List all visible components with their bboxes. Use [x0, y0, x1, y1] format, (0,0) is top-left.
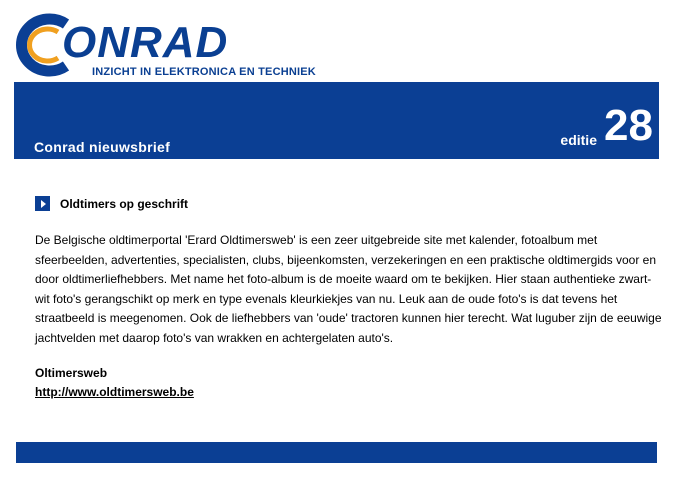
source-name: Oltimersweb [35, 366, 108, 380]
newsletter-title: Conrad nieuwsbrief [34, 139, 171, 155]
article-heading-text: Oldtimers op geschrift [60, 196, 189, 211]
edition-label: editie [560, 132, 597, 148]
article-heading [35, 196, 188, 211]
logo-tagline: INZICHT IN ELEKTRONICA EN TECHNIEK [92, 66, 316, 78]
header-band [14, 82, 659, 159]
source-link[interactable]: http://www.oldtimersweb.be [35, 385, 194, 399]
edition-number: 28 [604, 101, 653, 150]
footer-band [16, 442, 657, 463]
article-body: De Belgische oldtimerportal 'Erard Oldtimersweb' is een zeer uitgebreide site met kalender, fotoalbum met sfeerbeelden, advertenties, specialisten, clubs, bijeenkomsten, verzekeringen en een praktische oldtimergids voor en door oldtimerliefhebbers. Met name het foto-album is de moeite waard om te bekijken. Hier staan authentieke zwart-wit foto's gerangschikt op merk en type evenals kleurkiekjes van nu. Leuk aan de oude foto's is dat tevens het straatbeeld is meegenomen. Ook de liefhebbers van 'oude' tractoren kunnen hier terecht. Wat luguber zijn de eeuwige jachtvelden met daarop foto's van wrakken en achtergelaten auto's. [35, 233, 662, 345]
logo-wordmark: ONRAD [62, 18, 229, 67]
arrow-right-icon [35, 196, 50, 211]
conrad-logo [14, 12, 316, 78]
